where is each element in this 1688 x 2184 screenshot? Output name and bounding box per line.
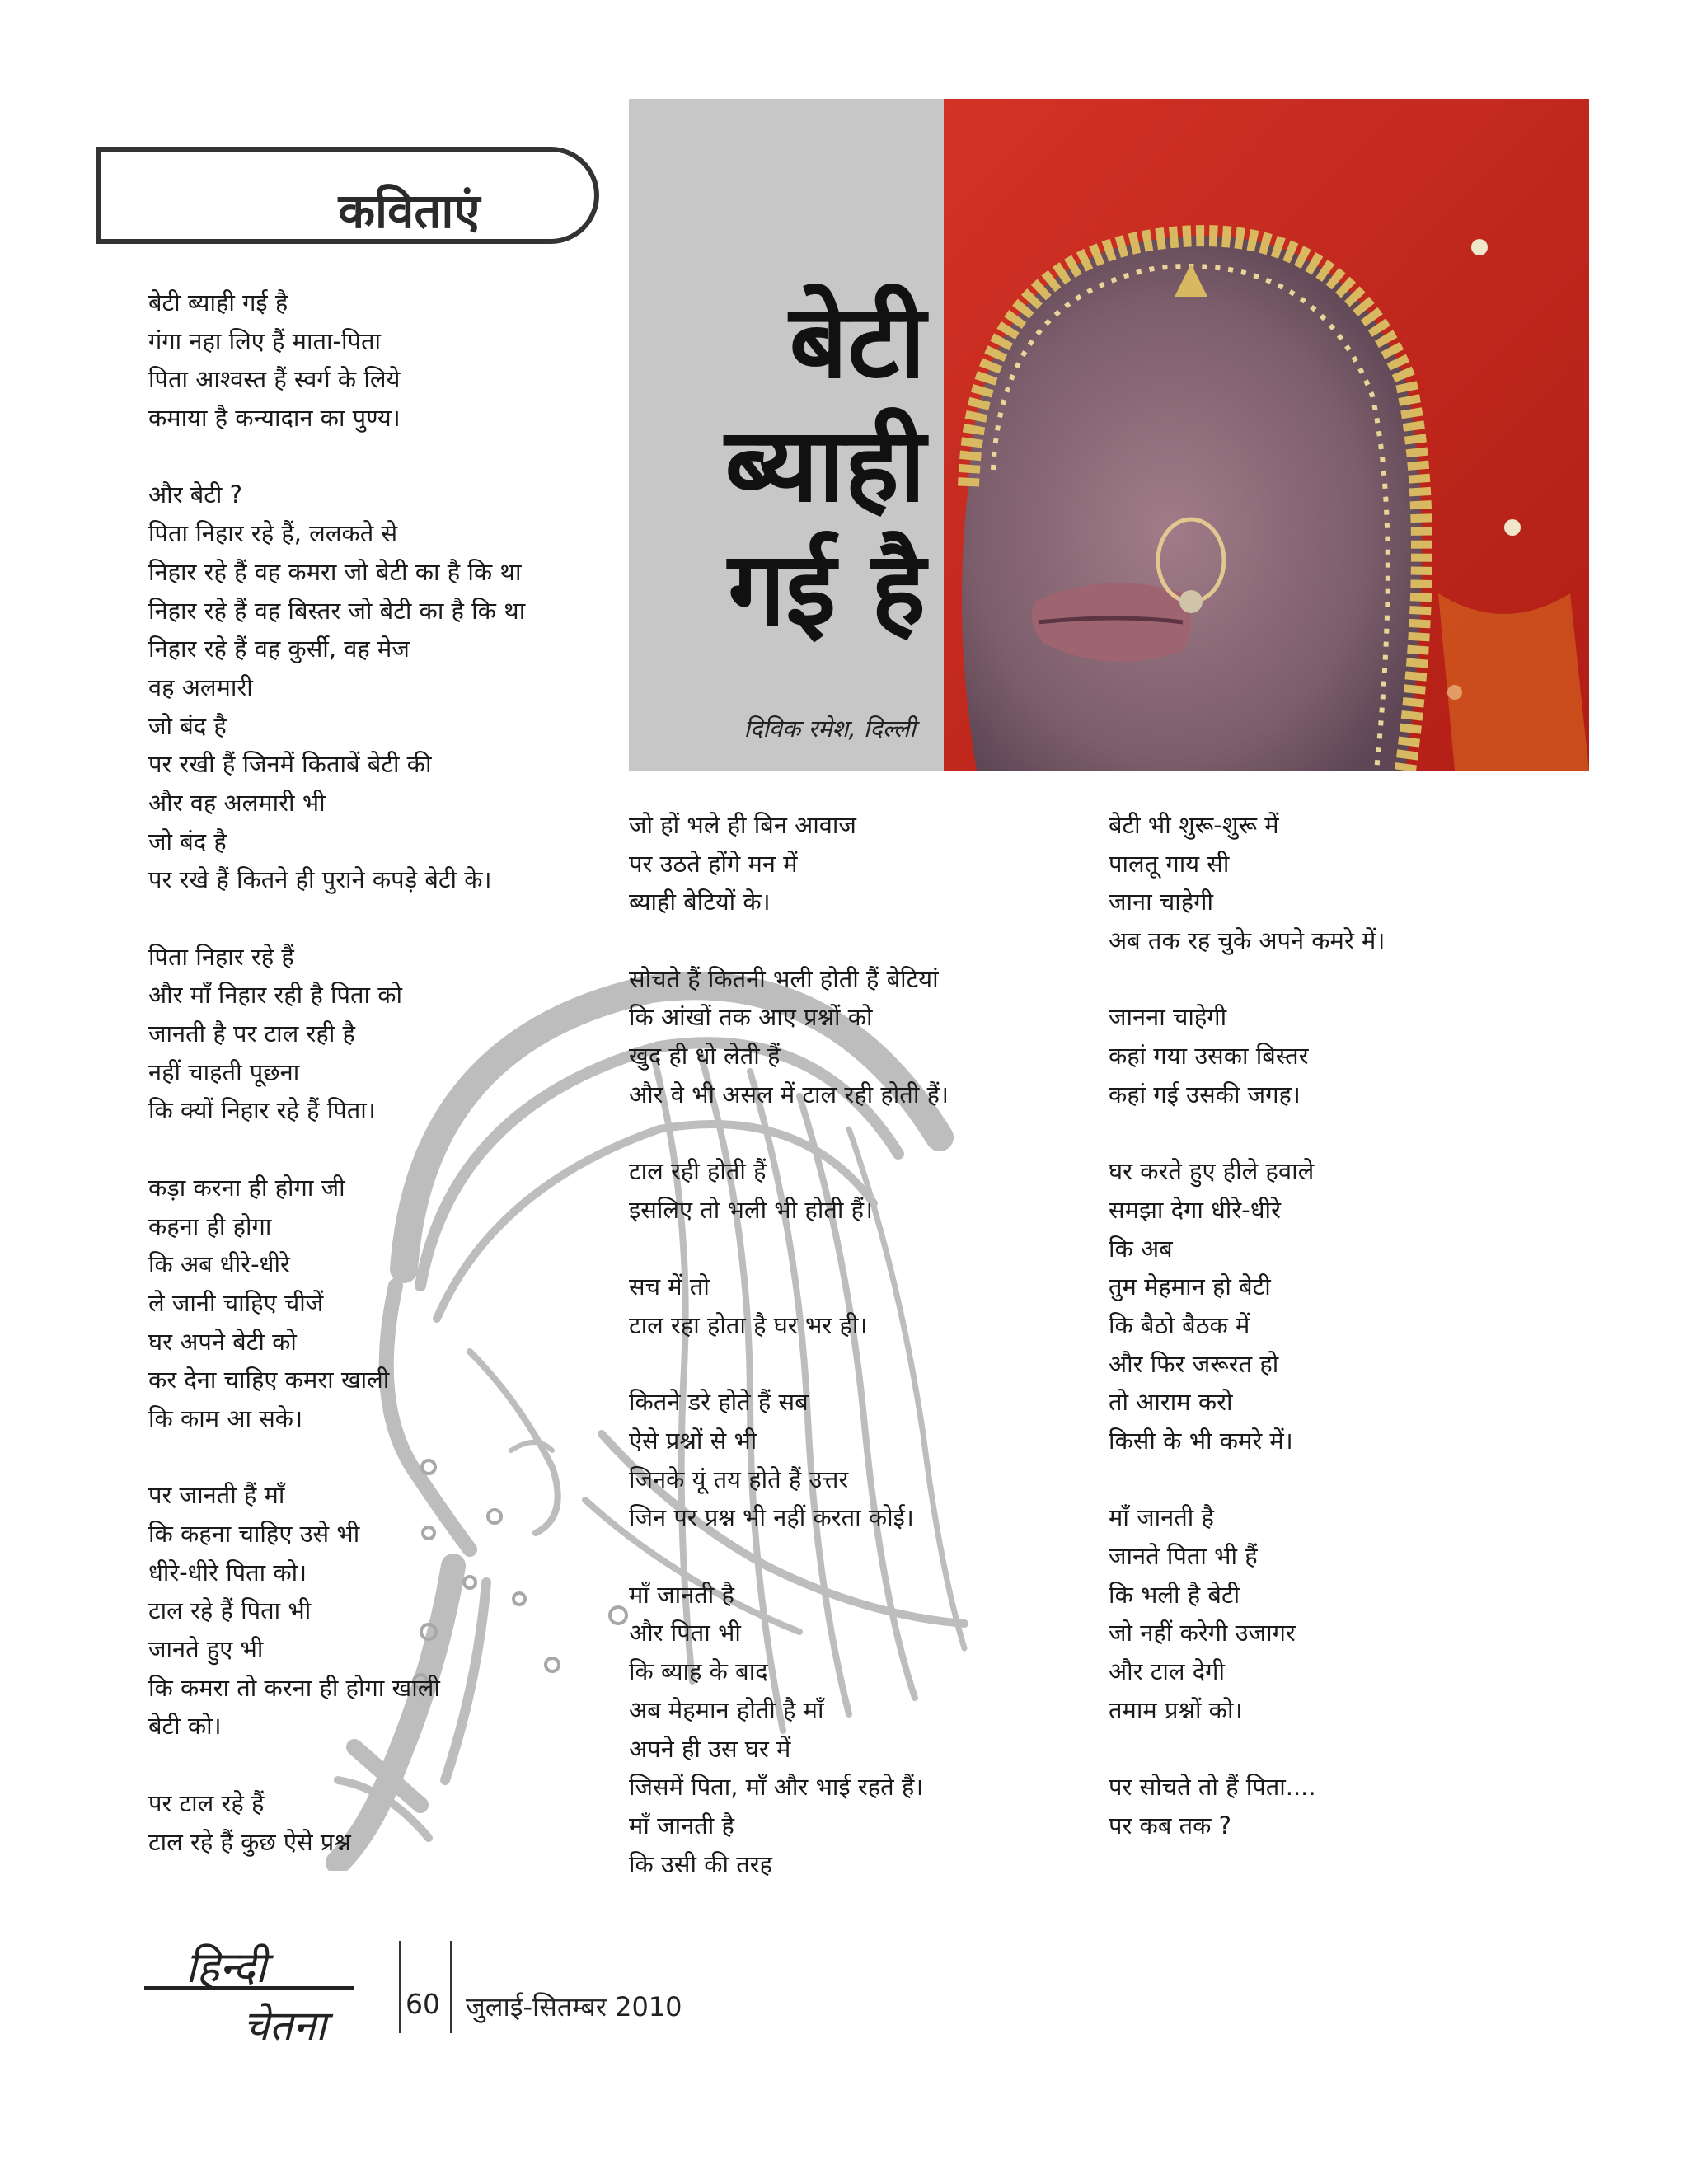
poem-line: जो नहीं करेगी उजागर <box>1109 1619 1296 1647</box>
poem-line: जो हों भले ही बिन आवाज <box>629 811 856 839</box>
poem-line: गंगा नहा लिए हैं माता-पिता <box>148 326 382 355</box>
poem-line: धीरे-धीरे पिता को। <box>148 1558 307 1586</box>
stanza-break <box>1109 1460 1385 1499</box>
poem-line: घर अपने बेटी को <box>148 1327 297 1356</box>
poem-line: और पिता भी <box>629 1619 741 1647</box>
headline-line: ब्याही <box>724 406 926 525</box>
poem-line: माँ जानती है <box>1109 1503 1214 1532</box>
stanza-break <box>629 1345 949 1384</box>
poem-line: कि काम आ सके। <box>148 1404 303 1432</box>
author-byline: दिविक रमेश, दिल्ली <box>743 715 916 743</box>
poem-line: पिता आश्वस्त हैं स्वर्ग के लिये <box>148 365 401 394</box>
poem-line: सच में तो <box>629 1272 710 1301</box>
poem-line: बेटी ब्याही गई है <box>148 288 288 316</box>
poem-line: ब्याही बेटियों के। <box>629 888 771 916</box>
hindi-chetna-logo <box>136 1929 387 2052</box>
poem-line: पिता निहार रहे हैं, ललकते से <box>148 519 398 548</box>
poem-line: बेटी भी शुरू-शुरू में <box>1109 811 1279 839</box>
poem-line: बेटी को। <box>148 1712 222 1741</box>
section-tab <box>96 147 599 244</box>
poem-line: टाल रही होती हैं <box>629 1157 767 1186</box>
poem-line: पर रखी हैं जिनमें किताबें बेटी की <box>148 750 432 779</box>
poem-line: खुद ही धो लेती हैं <box>629 1042 781 1071</box>
poem-line: पर सोचते तो हैं पिता.... <box>1109 1773 1316 1802</box>
poem-line: कि ब्याह के बाद <box>629 1657 768 1686</box>
headline <box>629 280 926 651</box>
poem-line: पर रखे हैं कितने ही पुराने कपड़े बेटी के। <box>148 865 492 894</box>
bride-veil-photo <box>944 99 1589 771</box>
poem-line: और बेटी ? <box>148 480 243 509</box>
poem-line: किसी के भी कमरे में। <box>1109 1427 1293 1455</box>
poem-line: कमाया है कन्यादान का पुण्य। <box>148 404 401 433</box>
stanza-break <box>629 1537 949 1576</box>
stanza-break <box>629 1114 949 1153</box>
poem-line: कि भली है बेटी <box>1109 1580 1240 1609</box>
poem-line: जानते हुए भी <box>148 1635 264 1664</box>
poem-line: कड़ा करना ही होगा जी <box>148 1173 345 1202</box>
poem-line: ले जानी चाहिए चीजें <box>148 1288 324 1317</box>
stanza-break <box>148 1130 525 1169</box>
footer-divider <box>399 1941 401 2033</box>
poem-line: पर टाल रहे हैं <box>148 1788 265 1817</box>
poem-line: जिनके यूं तय होते हैं उत्तर <box>629 1465 849 1493</box>
poem-line: कर देना चाहिए कमरा खाली <box>148 1366 390 1394</box>
photo-illustration <box>944 99 1589 771</box>
poem-line: निहार रहे हैं वह कुर्सी, वह मेज <box>148 635 410 663</box>
headline-line: गई है <box>728 530 926 649</box>
poem-line: निहार रहे हैं वह कमरा जो बेटी का है कि था <box>148 557 522 586</box>
poem-line: पिता निहार रहे हैं <box>148 942 294 971</box>
stanza-break <box>148 899 525 938</box>
poem-line: कितने डरे होते हैं सब <box>629 1388 809 1417</box>
stanza-break <box>1109 1114 1385 1153</box>
poem-line: और टाल देगी <box>1109 1657 1225 1686</box>
headline-line: बेटी <box>789 283 926 401</box>
poem-line: और वे भी असल में टाल रही होती हैं। <box>629 1080 949 1108</box>
poem-line: अब तक रह चुके अपने कमरे में। <box>1109 926 1386 955</box>
poem-line: टाल रहे हैं कुछ ऐसे प्रश्न <box>148 1827 351 1856</box>
stanza-break <box>629 921 949 960</box>
poem-column-2 <box>629 806 949 1883</box>
poem-line: ऐसे प्रश्नों से भी <box>629 1427 757 1455</box>
poem-line: सोचते हैं कितनी भली होती हैं बेटियां <box>629 964 939 993</box>
poem-line: जिसमें पिता, माँ और भाई रहते हैं। <box>629 1773 924 1802</box>
poem-line: कहां गया उसका बिस्तर <box>1109 1042 1309 1071</box>
stanza-break <box>148 1438 525 1477</box>
poem-line: अपने ही उस घर में <box>629 1734 791 1763</box>
poem-line: कि कमरा तो करना ही होगा खाली <box>148 1673 440 1702</box>
poem-line: कि बैठो बैठक में <box>1109 1310 1250 1339</box>
poem-line: कि अब धीरे-धीरे <box>148 1250 290 1279</box>
issue-date: जुलाई-सितम्बर 2010 <box>466 1991 682 2022</box>
poem-line: जानना चाहेगी <box>1109 1003 1227 1032</box>
poem-line: जो बंद है <box>148 827 227 855</box>
poem-line: और वह अलमारी भी <box>148 788 326 817</box>
poem-line: पर कब तक ? <box>1109 1811 1232 1840</box>
poem-line: कि कहना चाहिए उसे भी <box>148 1520 360 1548</box>
poem-line: तमाम प्रश्नों को। <box>1109 1695 1243 1724</box>
poem-line: कि क्यों निहार रहे हैं पिता। <box>148 1096 376 1125</box>
poem-line: जो बंद है <box>148 711 227 740</box>
poem-line: नहीं चाहती पूछना <box>148 1057 300 1086</box>
poem-line: जाना चाहेगी <box>1109 888 1214 916</box>
poem-line: जिन पर प्रश्न भी नहीं करता कोई। <box>629 1503 914 1532</box>
poem-line: और फिर जरूरत हो <box>1109 1349 1279 1378</box>
poem-column-3 <box>1109 806 1385 1845</box>
poem-line: इसलिए तो भली भी होती हैं। <box>629 1195 873 1224</box>
poem-line: अब मेहमान होती है माँ <box>629 1695 824 1724</box>
poem-line: माँ जानती है <box>629 1811 734 1840</box>
stanza-break <box>1109 960 1385 999</box>
footer-divider <box>450 1941 452 2033</box>
poem-line: तुम मेहमान हो बेटी <box>1109 1272 1271 1301</box>
poem-line: और माँ निहार रही है पिता को <box>148 981 403 1010</box>
stanza-break <box>148 1746 525 1784</box>
poem-line: जानते पिता भी हैं <box>1109 1542 1258 1571</box>
stanza-break <box>148 438 525 476</box>
poem-line: पर उठते होंगे मन में <box>629 849 798 878</box>
poem-line: घर करते हुए हीले हवाले <box>1109 1157 1315 1186</box>
poem-line: टाल रहे हैं पिता भी <box>148 1596 312 1625</box>
poem-line: पर जानती हैं माँ <box>148 1481 285 1510</box>
poem-line: समझा देगा धीरे-धीरे <box>1109 1195 1281 1224</box>
poem-line: वह अलमारी <box>148 673 253 701</box>
poem-column-1 <box>148 284 525 1861</box>
stanza-break <box>629 1230 949 1268</box>
poem-line: कहां गई उसकी जगह। <box>1109 1080 1301 1108</box>
poem-line: कि आंखों तक आए प्रश्नों को <box>629 1003 873 1032</box>
logo-text-line: हिन्दी <box>185 1943 267 1993</box>
poem-line: पालतू गाय सी <box>1109 849 1230 878</box>
stanza-break <box>1109 1730 1385 1769</box>
poem-line: माँ जानती है <box>629 1580 734 1609</box>
poem-line: तो आराम करो <box>1109 1388 1233 1417</box>
poem-line: कि अब <box>1109 1234 1173 1263</box>
logo-text-line: चेतना <box>243 2002 326 2050</box>
poem-line: कि उसी की तरह <box>629 1849 773 1878</box>
poem-line: जानती है पर टाल रही है <box>148 1019 355 1048</box>
poem-line: कहना ही होगा <box>148 1212 272 1240</box>
poem-line: निहार रहे हैं वह बिस्तर जो बेटी का है कि था <box>148 596 526 625</box>
page-number: 60 <box>406 1988 440 2020</box>
poem-line: टाल रहा होता है घर भर ही। <box>629 1310 868 1339</box>
section-title: कविताएं <box>338 183 481 239</box>
